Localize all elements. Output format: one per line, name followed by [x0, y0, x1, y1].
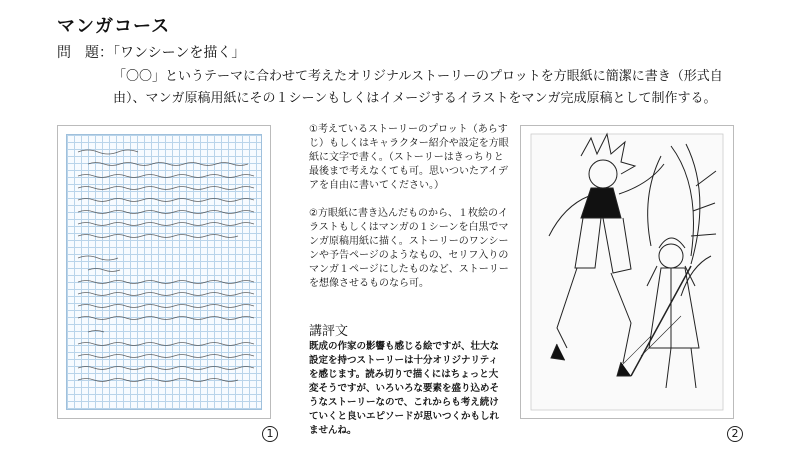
- manga-illustration-image: [520, 125, 734, 419]
- instruction-2: ②方眼紙に書き込んだものから、１枚絵のイラストもしくはマンガの１シーンを白黒でマンガ原稿用紙に描く。ストーリーのワンシーンや予告ページのようなもの、セリフ入りのマンガ１ページにしたものなど、ストーリーを想像させるものなら可。: [309, 208, 509, 289]
- figure-number-1: 1: [262, 426, 278, 442]
- manga-drawing: [521, 126, 733, 418]
- instructions: [309, 123, 509, 305]
- figure-number-2: 2: [727, 426, 743, 442]
- description-line-2: 由）、マンガ原稿用紙にその１シーンもしくはイメージするイラストをマンガ完成原稿として制作する。: [113, 91, 717, 106]
- problem-value: 「ワンシーンを描く」: [113, 45, 246, 61]
- description-line-1: 「〇〇」というテーマに合わせて考えたオリジナルストーリーのプロットを方眼紙に簡潔に書き（形式自: [113, 69, 723, 84]
- instruction-1: ①考えているストーリーのプロット（あらすじ）もしくはキャラクター紹介や設定を方眼紙に文字で書く。（ストーリーはきっちりと最後まで考えなくても可。思いついたアイデアを自由に書いてください。）: [309, 124, 509, 191]
- handwriting-scribbles: [66, 134, 262, 410]
- plot-grid-paper-image: [57, 125, 271, 419]
- course-title: マンガコース: [57, 16, 171, 37]
- problem-line: [57, 42, 245, 62]
- review-heading: 講評文: [309, 324, 349, 339]
- description: [113, 66, 763, 110]
- problem-label: 問 題：: [57, 45, 113, 61]
- review-body: 既成の作家の影響も感じる絵ですが、壮大な設定を持つストーリーは十分オリジナリティを感じます。読み切りで描くにはちょっと大変そうですが、いろいろな要素を盛り込めそうなストーリーなので、これからも考え続けていくと良いエピソードが思いつくかもしれませんね。: [309, 341, 500, 436]
